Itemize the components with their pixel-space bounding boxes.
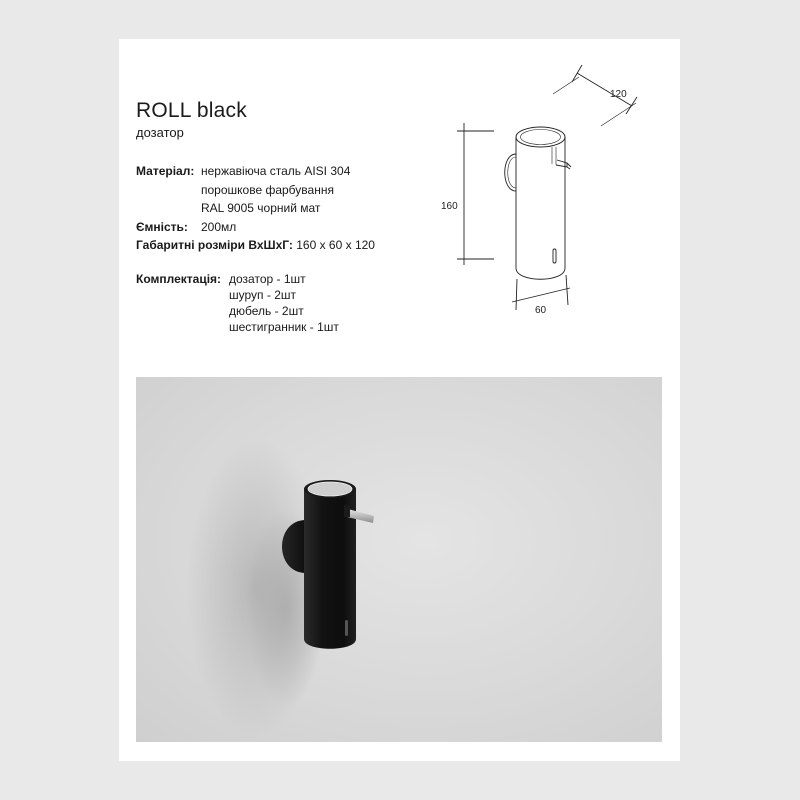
product-title: ROLL black — [136, 99, 247, 122]
product-subtitle: дозатор — [136, 125, 184, 140]
material-line-2: порошкове фарбування — [201, 182, 334, 197]
dispenser-top — [516, 127, 565, 147]
product-sheet — [119, 39, 680, 761]
kit-item: дюбель - 2шт — [229, 304, 304, 318]
technical-drawing — [419, 59, 659, 319]
capacity-label: Ємність: — [136, 219, 188, 234]
material-label: Матеріал: — [136, 164, 195, 178]
level-window — [553, 249, 556, 263]
kit-item: дозатор - 1шт — [229, 272, 306, 286]
kit-item: шестигранник - 1шт — [229, 320, 339, 334]
depth-value: 120 — [610, 89, 627, 100]
kit-label: Комплектація: — [136, 272, 222, 286]
capacity-value: 200мл — [201, 219, 237, 234]
wall-plate — [505, 154, 516, 191]
height-value: 160 — [441, 201, 458, 212]
specs-block — [136, 162, 436, 262]
photo-level-window — [345, 620, 348, 636]
dimensions-label: Габаритні розміри ВхШхГ: — [136, 238, 293, 252]
kit-block — [136, 270, 436, 350]
material-line-1: нержавіюча сталь AISI 304 — [201, 164, 351, 178]
width-value: 60 — [535, 305, 547, 316]
product-photo — [136, 377, 662, 742]
material-line-3: RAL 9005 чорний мат — [201, 201, 321, 215]
dimensions-value: 160 x 60 x 120 — [296, 238, 375, 252]
dispenser-body — [516, 137, 565, 279]
width-dimension-line — [512, 288, 570, 302]
kit-item: шуруп - 2шт — [229, 288, 296, 302]
